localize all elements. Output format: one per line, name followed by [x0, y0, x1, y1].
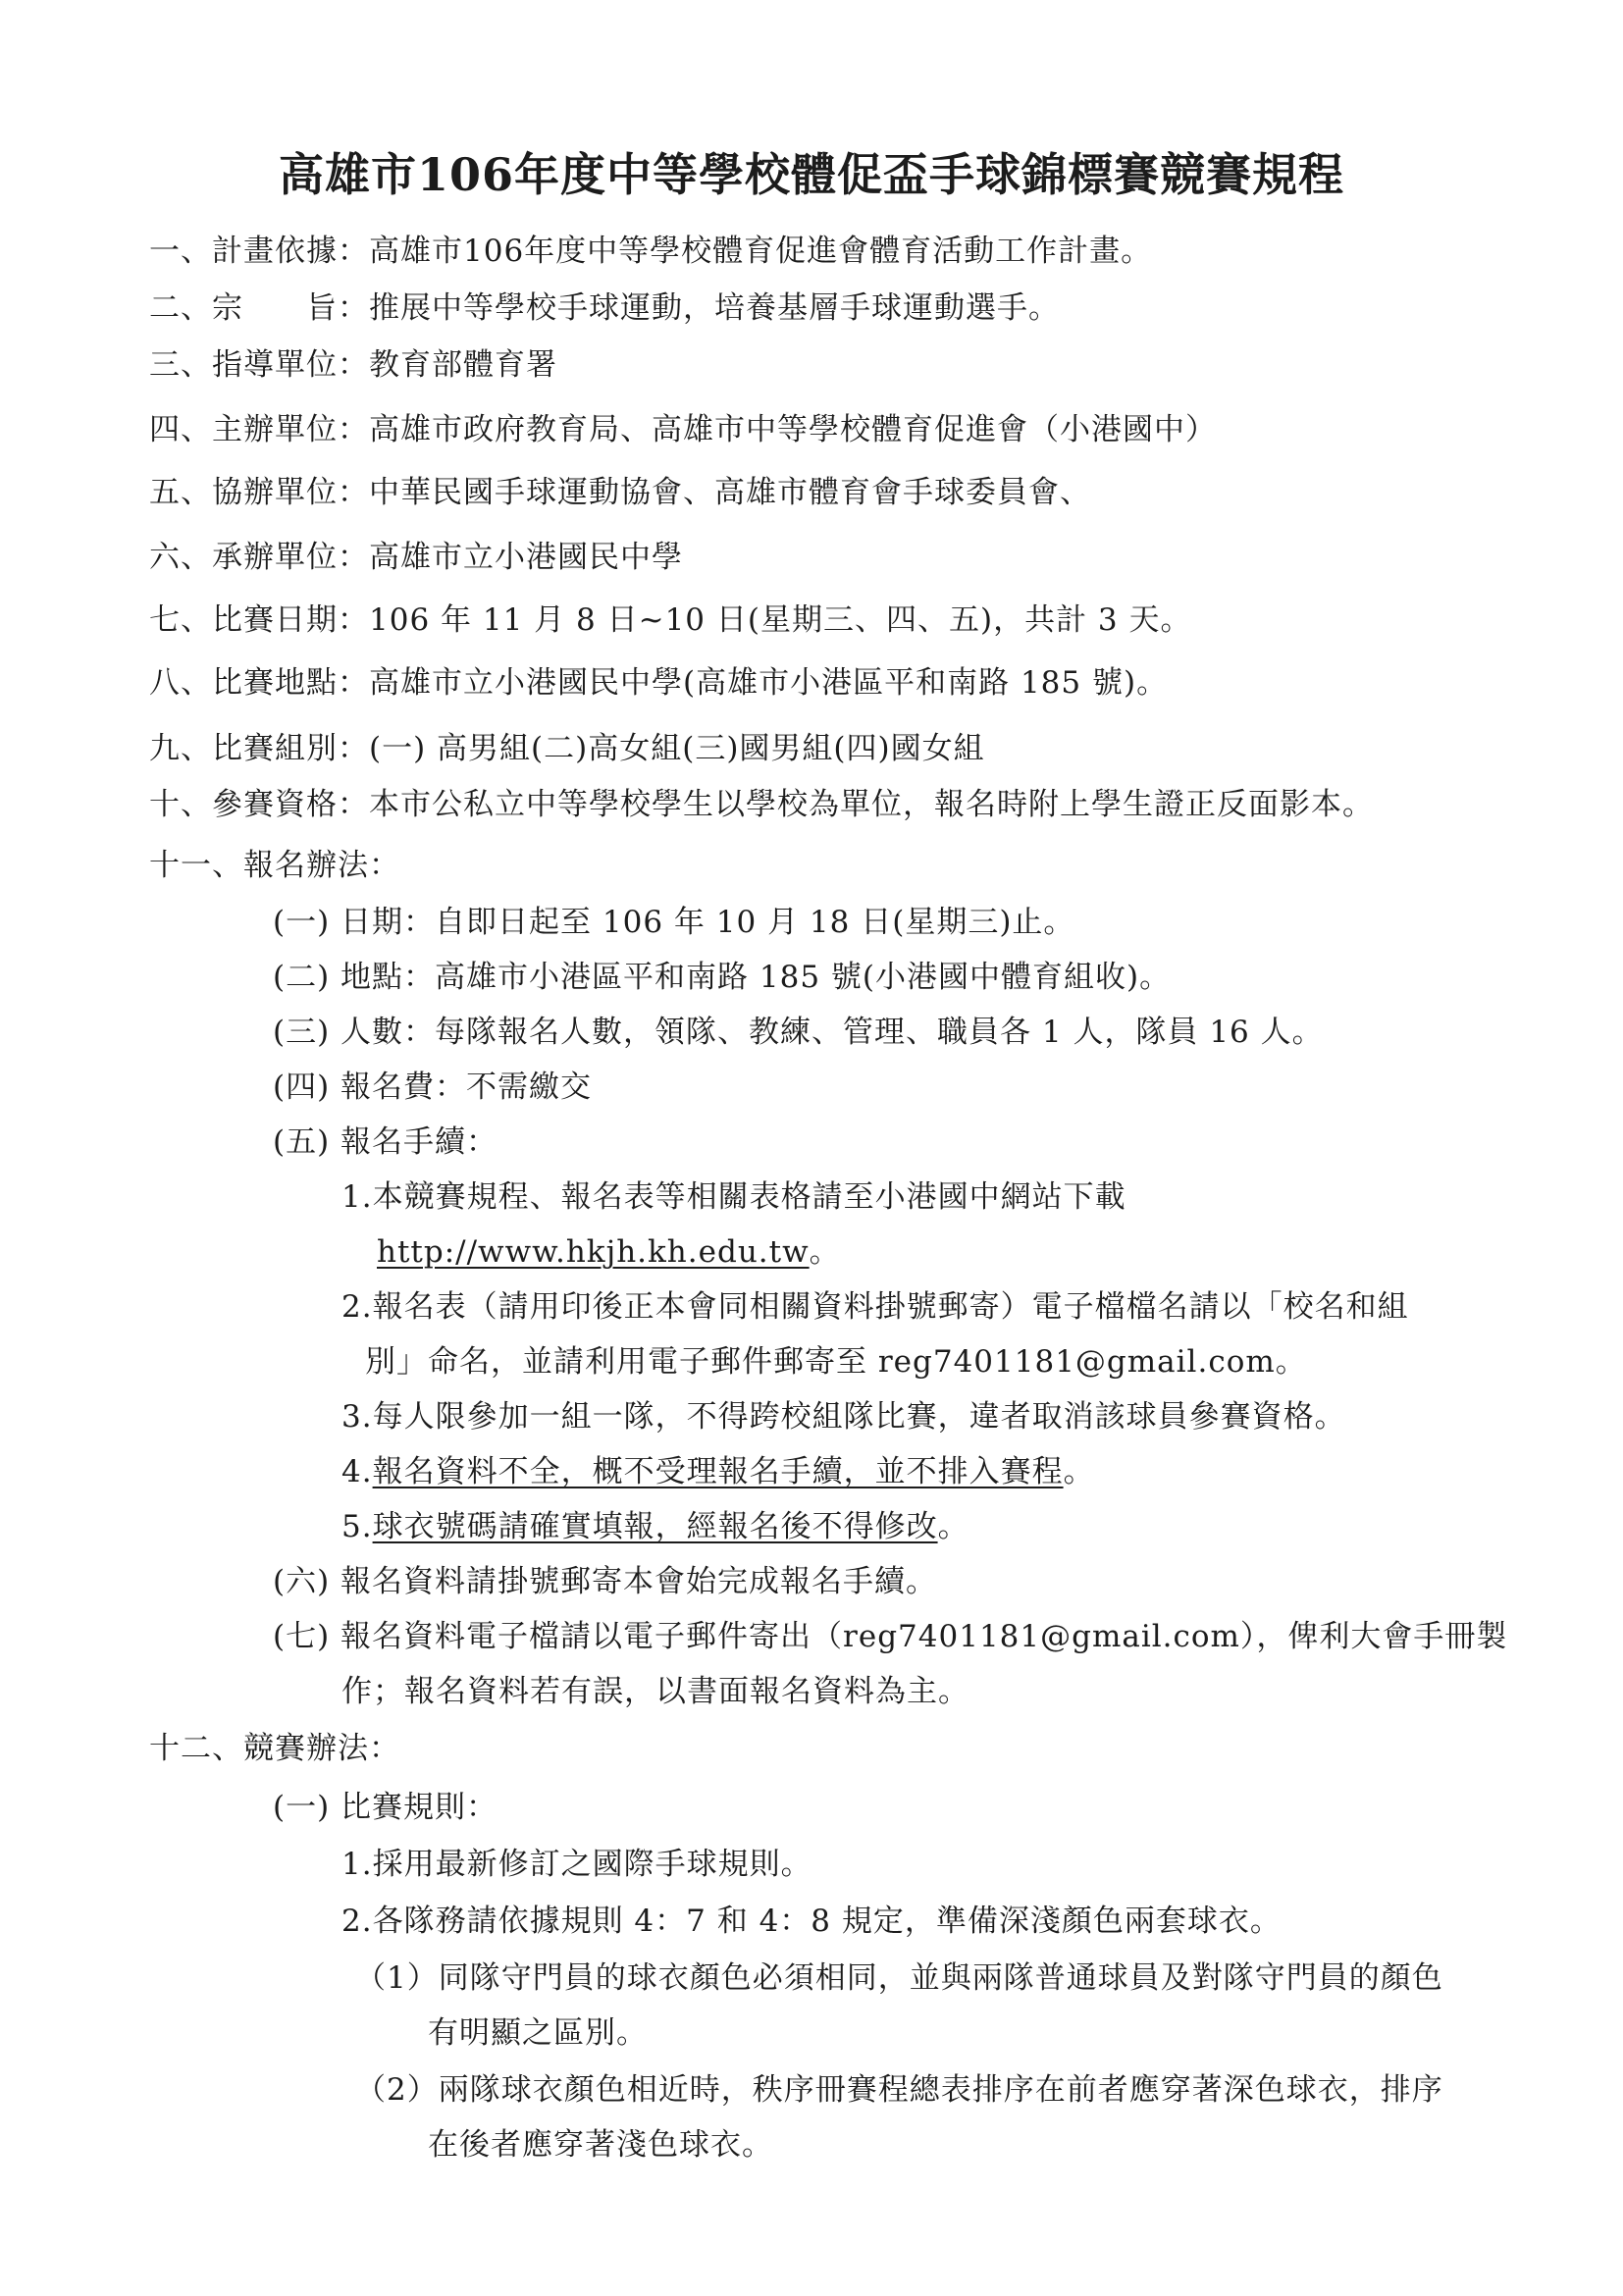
procedure-item-3: 3.每人限參加一組一隊，不得跨校組隊比賽，違者取消該球員參賽資格。	[341, 1399, 1346, 1435]
competition-rules-heading: (一) 比賽規則：	[273, 1790, 498, 1825]
rules-item-1: 1.採用最新修訂之國際手球規則。	[341, 1847, 812, 1882]
rules-item-2: 2.各隊務請依據規則 4：7 和 4：8 規定，準備深淺顏色兩套球衣。	[341, 1904, 1282, 1939]
registration-email-note: (七) 報名資料電子檔請以電子郵件寄出（reg7401181@gmail.com），俾利大會手冊製	[273, 1619, 1508, 1654]
registration-fee: (四) 報名費：不需繳交	[273, 1070, 593, 1105]
registration-location: (二) 地點：高雄市小港區平和南路 185 號(小港國中體育組收)。	[273, 960, 1172, 995]
section-11-heading: 十一、報名辦法：	[149, 848, 400, 883]
procedure-item-1: 1.本競賽規程、報名表等相關表格請至小港國中網站下載	[341, 1179, 1126, 1215]
section-12-heading: 十二、競賽辦法：	[149, 1731, 400, 1766]
section-7-date: 七、比賽日期：106 年 11 月 8 日~10 日(星期三、四、五)，共計 3 天。	[149, 602, 1192, 638]
registration-email-note-continued: 作；報名資料若有誤，以書面報名資料為主。	[341, 1674, 969, 1709]
registration-mail-note: (六) 報名資料請掛號郵寄本會始完成報名手續。	[273, 1564, 938, 1599]
section-9-divisions: 九、比賽組別：(一) 高男組(二)高女組(三)國男組(四)國女組	[149, 731, 985, 766]
section-4-organizer: 四、主辦單位：高雄市政府教育局、高雄市中等學校體育促進會（小港國中）	[149, 412, 1217, 447]
procedure-item-4: 4.報名資料不全，概不受理報名手續，並不排入賽程。	[341, 1454, 1095, 1489]
procedure-item-1-url-line: http://www.hkjh.kh.edu.tw。	[377, 1234, 841, 1270]
rules-sub-item-1-continued: 有明顯之區別。	[428, 2015, 648, 2051]
section-10-eligibility: 十、參賽資格：本市公私立中等學校學生以學校為單位，報名時附上學生證正反面影本。	[149, 787, 1374, 822]
section-3-supervisor: 三、指導單位：教育部體育署	[149, 347, 557, 383]
registration-date: (一) 日期：自即日起至 106 年 10 月 18 日(星期三)止。	[273, 905, 1075, 940]
rules-sub-item-2: （2）兩隊球衣顏色相近時，秩序冊賽程總表排序在前者應穿著深色球衣，排序	[355, 2072, 1443, 2108]
procedure-item-2: 2.報名表（請用印後正本會同相關資料掛號郵寄）電子檔檔名請以「校名和組	[341, 1289, 1409, 1325]
registration-procedure-heading: (五) 報名手續：	[273, 1124, 498, 1160]
rules-sub-item-2-continued: 在後者應穿著淺色球衣。	[428, 2127, 773, 2163]
document-title: 高雄市106年度中等學校體促盃手球錦標賽競賽規程	[278, 148, 1345, 201]
rules-sub-item-1: （1）同隊守門員的球衣顏色必須相同，並與兩隊普通球員及對隊守門員的顏色	[355, 1960, 1443, 1996]
school-website-link[interactable]: http://www.hkjh.kh.edu.tw	[377, 1234, 810, 1270]
section-1-basis: 一、計畫依據：高雄市106年度中等學校體育促進會體育活動工作計畫。	[149, 234, 1153, 269]
section-5-co-organizer: 五、協辦單位：中華民國手球運動協會、高雄市體育會手球委員會、	[149, 475, 1091, 510]
section-8-venue: 八、比賽地點：高雄市立小港國民中學(高雄市小港區平和南路 185 號)。	[149, 665, 1169, 701]
procedure-item-5: 5.球衣號碼請確實填報，經報名後不得修改。	[341, 1509, 969, 1544]
section-6-host: 六、承辦單位：高雄市立小港國民中學	[149, 540, 683, 575]
section-2-purpose: 二、宗 旨：推展中等學校手球運動，培養基層手球運動選手。	[149, 290, 1060, 326]
procedure-item-2-continued: 別」命名，並請利用電子郵件郵寄至 reg7401181@gmail.com。	[365, 1344, 1307, 1380]
registration-headcount: (三) 人數：每隊報名人數，領隊、教練、管理、職員各 1 人，隊員 16 人。	[273, 1015, 1324, 1050]
